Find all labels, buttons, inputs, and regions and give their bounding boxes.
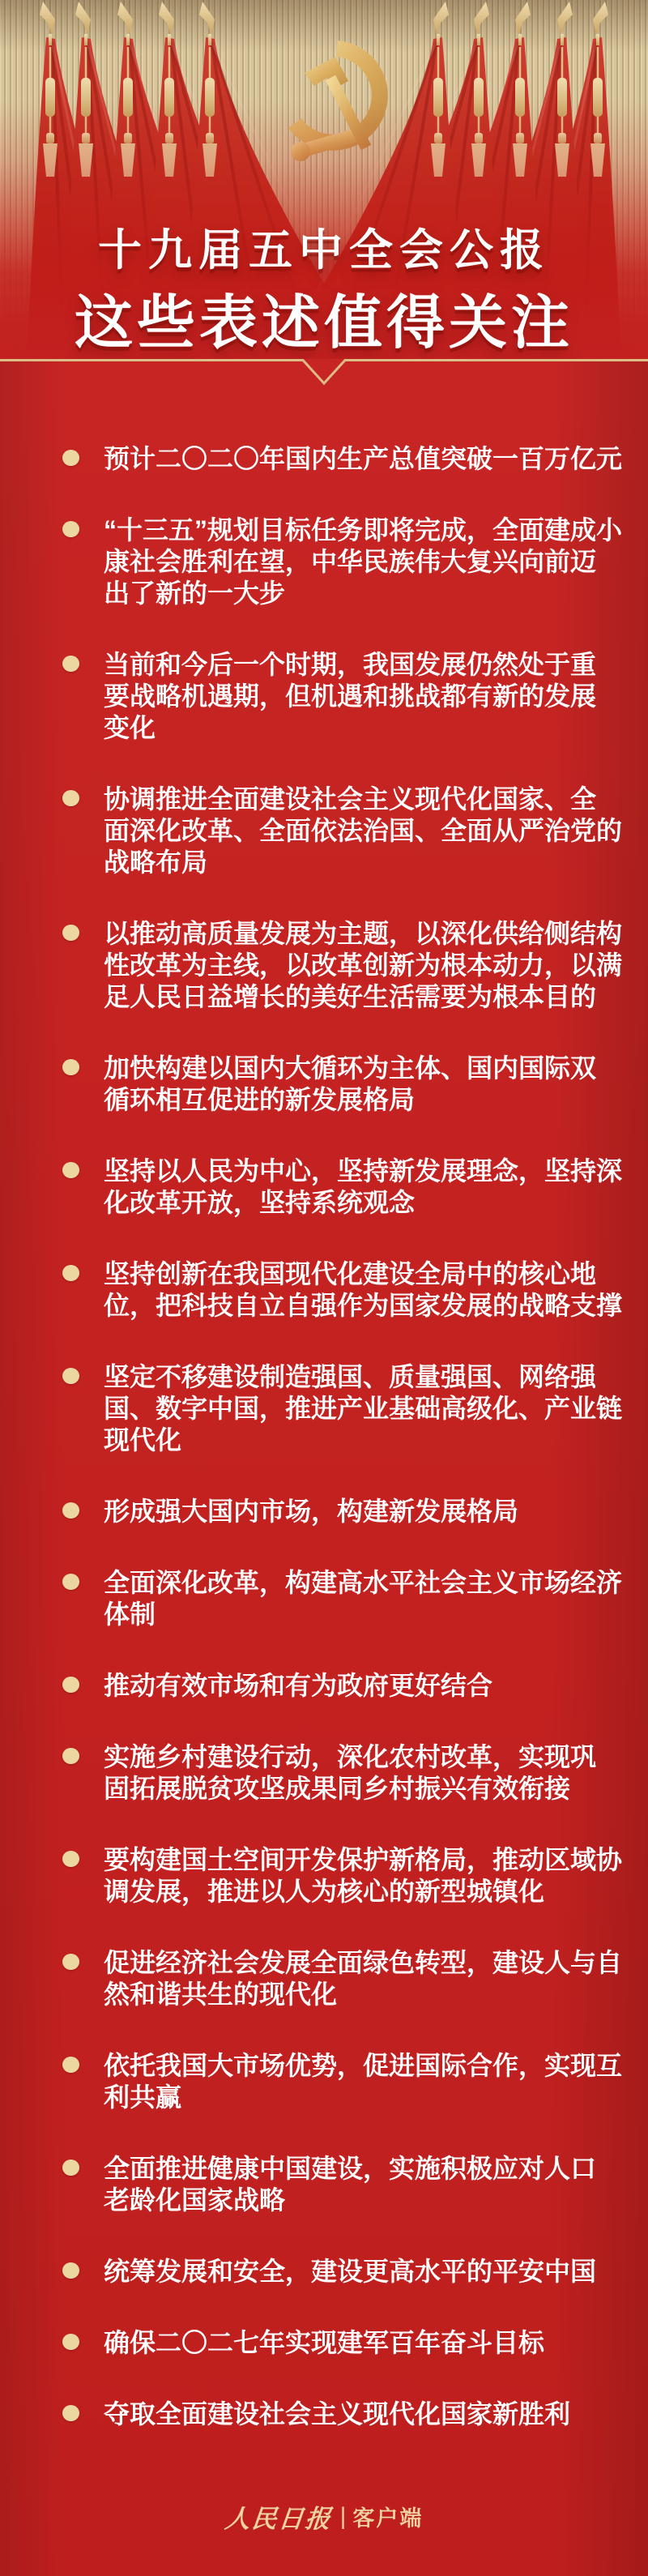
list-item-text bbox=[104, 2256, 622, 2288]
list-item-text bbox=[104, 1361, 622, 1456]
bullet-dot-icon bbox=[62, 1574, 79, 1590]
plain-text: 实施 bbox=[104, 1742, 156, 1771]
list-item bbox=[0, 1258, 648, 1322]
peoples-daily-logo: 人民日报 bbox=[223, 2505, 334, 2533]
bullet-dot-icon bbox=[62, 1059, 79, 1075]
list-item-text bbox=[104, 1156, 622, 1219]
bullet-list bbox=[0, 443, 648, 2430]
plain-text: 推动有效市场和有为政府更好结合 bbox=[104, 1671, 493, 1700]
list-item-text bbox=[104, 1053, 622, 1116]
list-item-text bbox=[104, 2399, 622, 2430]
list-item bbox=[0, 1947, 648, 2010]
plain-text: 、全面深化改革、全面依法治国、全面从严治党的战略布局 bbox=[104, 784, 623, 877]
plain-text: 预计二〇二〇年国内生产总值突破一百万亿元 bbox=[104, 444, 623, 473]
list-item bbox=[0, 2050, 648, 2113]
emphasized-text: 建军百年奋斗目标 bbox=[337, 2328, 545, 2357]
red-fade-overlay bbox=[0, 0, 648, 359]
footer-brand bbox=[0, 2498, 648, 2535]
hero-scene-illustration bbox=[0, 0, 648, 359]
list-item bbox=[0, 1741, 648, 1805]
list-item bbox=[0, 2399, 648, 2430]
list-item bbox=[0, 1567, 648, 1630]
plain-text: 统筹发展和安全，建设更高水平的平安中国 bbox=[104, 2257, 597, 2286]
plain-text: 坚定不移建设制造强国、质量强国、网络强国、数字中国，推进产业基础高级化、产业链现代化 bbox=[104, 1362, 623, 1455]
plain-text: ，深化农村改革，实现巩固拓展脱贫攻坚成果同乡村振兴有效衔接 bbox=[104, 1742, 597, 1803]
list-item-text bbox=[104, 1741, 622, 1805]
emphasized-text: 乡村建设行动 bbox=[156, 1742, 312, 1771]
plain-text: 坚持以人民为中心，坚持新发展理念，坚持深化改革开放，坚持系统观念 bbox=[104, 1156, 623, 1217]
emphasized-text: 新发展格局 bbox=[389, 1497, 519, 1526]
brand-suffix-label: 客户端 bbox=[352, 2506, 424, 2531]
bullet-dot-icon bbox=[62, 656, 79, 672]
bullet-dot-icon bbox=[62, 1677, 79, 1693]
list-item bbox=[0, 1361, 648, 1456]
list-item-text bbox=[104, 1258, 622, 1322]
emphasized-text: 仍然处于重要战略机遇期 bbox=[104, 650, 597, 711]
bullet-dot-icon bbox=[62, 2159, 79, 2176]
bullet-dot-icon bbox=[62, 1368, 79, 1384]
plain-text: 要构建国土空间开发保护新格局，推动区域协调发展，推进以人为核心的新型城镇化 bbox=[104, 1845, 623, 1906]
list-item bbox=[0, 2256, 648, 2288]
plain-text: 夺取全面建设社会主义现代化国家新胜利 bbox=[104, 2399, 571, 2429]
list-item bbox=[0, 1156, 648, 1219]
list-item bbox=[0, 1844, 648, 1907]
list-item-text bbox=[104, 649, 622, 744]
plain-text: 加快构建以 bbox=[104, 1053, 234, 1083]
bullet-dot-icon bbox=[62, 1851, 79, 1867]
list-item-text bbox=[104, 1947, 622, 2010]
plain-text: 相互促进的新发展格局 bbox=[156, 1085, 416, 1114]
plain-text: 坚持创新在我国现代化建设全局中的核心地位，把科技自立自强作为国家发展的战略支撑 bbox=[104, 1259, 623, 1320]
bullet-dot-icon bbox=[62, 1265, 79, 1281]
emphasized-text: 国内大循环为主体、国内国际双循环 bbox=[104, 1053, 597, 1114]
list-item bbox=[0, 1496, 648, 1527]
emphasized-text: 积极应对人口老龄化国家战略 bbox=[104, 2154, 597, 2215]
bullet-dot-icon bbox=[62, 2057, 79, 2073]
plain-text: ，但机遇和挑战都有新的发展变化 bbox=[104, 681, 597, 742]
brand-divider: | bbox=[339, 2502, 347, 2530]
list-item-text bbox=[104, 1670, 622, 1702]
plain-text: 协调推进 bbox=[104, 784, 208, 814]
list-item bbox=[0, 515, 648, 609]
list-item-text bbox=[104, 2153, 622, 2216]
plain-text: 形成强大国内市场，构建 bbox=[104, 1497, 390, 1526]
list-item bbox=[0, 918, 648, 1013]
bullet-dot-icon bbox=[62, 2405, 79, 2421]
bullet-dot-icon bbox=[62, 1748, 79, 1764]
list-item-text bbox=[104, 443, 622, 475]
hero-section bbox=[0, 0, 648, 359]
bullet-dot-icon bbox=[62, 925, 79, 941]
plain-text: 全面深化改革，构建高水平社会主义市场经济体制 bbox=[104, 1568, 623, 1629]
list-item bbox=[0, 2327, 648, 2359]
bullet-dot-icon bbox=[62, 1502, 79, 1519]
plain-text: 当前和今后一个时期，我国发展 bbox=[104, 650, 467, 679]
list-item bbox=[0, 1053, 648, 1116]
list-item bbox=[0, 1670, 648, 1702]
list-item-text bbox=[104, 1844, 622, 1907]
bullet-dot-icon bbox=[62, 1162, 79, 1178]
plain-text: 全面推进健康中国建设，实施 bbox=[104, 2154, 441, 2183]
list-item bbox=[0, 443, 648, 475]
list-item-text bbox=[104, 1496, 622, 1527]
bullet-dot-icon bbox=[62, 521, 79, 537]
list-item-text bbox=[104, 2327, 622, 2359]
list-item-text bbox=[104, 918, 622, 1013]
list-item-text bbox=[104, 784, 622, 878]
notched-gold-divider bbox=[0, 357, 648, 387]
list-item bbox=[0, 649, 648, 744]
poster-title-line2: 这些表述值得关注 bbox=[74, 291, 573, 356]
emphasized-text: 全面建设社会主义现代化国家 bbox=[207, 784, 545, 814]
list-item-text bbox=[104, 1567, 622, 1630]
plain-text: 促进经济社会发展全面绿色转型，建设人与自然和谐共生的现代化 bbox=[104, 1948, 623, 2009]
emphasized-text: 中华民族伟大复兴向前迈出了新的一大步 bbox=[104, 547, 597, 608]
list-item-text bbox=[104, 515, 622, 609]
bullet-dot-icon bbox=[62, 2334, 79, 2350]
bullet-dot-icon bbox=[62, 790, 79, 806]
list-item-text bbox=[104, 2050, 622, 2113]
plain-text: 确保二〇二七年实现 bbox=[104, 2328, 338, 2357]
bullet-dot-icon bbox=[62, 450, 79, 466]
content-section bbox=[0, 359, 648, 2576]
poster-title-line1: 十九届五中全会公报 bbox=[98, 226, 550, 275]
plain-text: “十三五”规划目标任务即将完成，全面建成小康社会胜利在望， bbox=[104, 515, 623, 576]
list-item bbox=[0, 2153, 648, 2216]
bullet-dot-icon bbox=[62, 2262, 79, 2279]
list-item bbox=[0, 784, 648, 878]
bullet-dot-icon bbox=[62, 1954, 79, 1970]
plain-text: 依托我国大市场优势，促进国际合作，实现互利共赢 bbox=[104, 2051, 623, 2112]
plain-text: 以推动高质量发展为主题，以深化供给侧结构性改革为主线，以改革创新为根本动力，以满足人民日益增长的美好生活需要为根本目的 bbox=[104, 919, 623, 1011]
